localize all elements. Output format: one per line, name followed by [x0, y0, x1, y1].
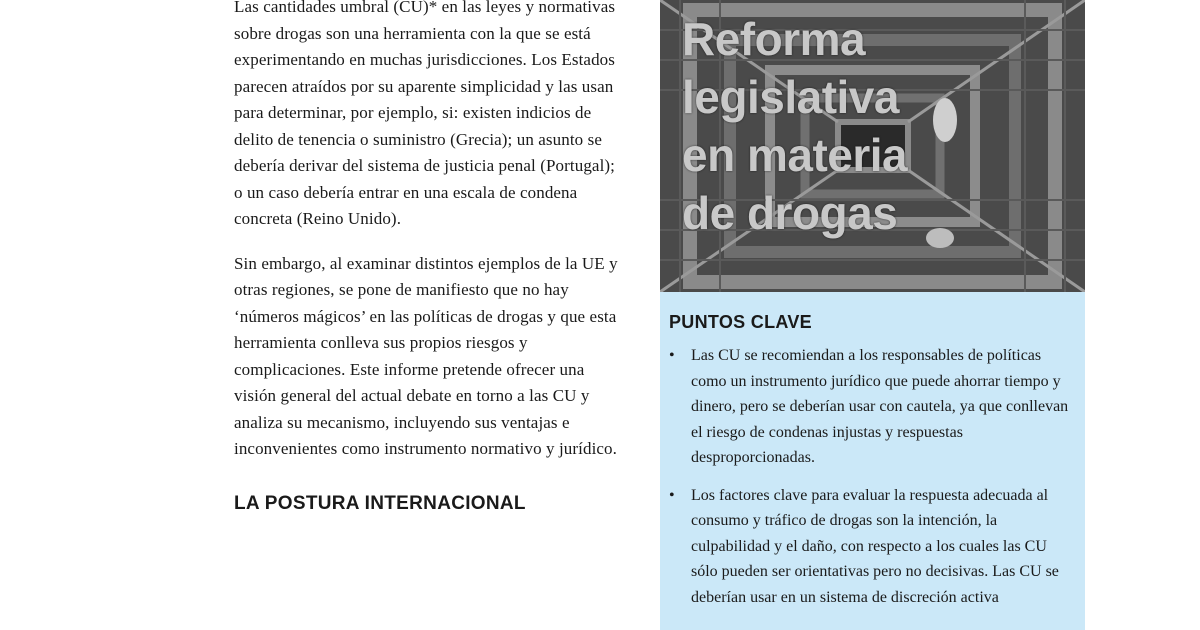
key-point-text: Las CU se recomiendan a los responsables de políticas como un instrumento jurídico que puede ahorrar tiempo y dinero, pero se deberían usar con cautela, ya que conllevan el riesgo de condenas injustas y respuestas desproporcionadas.: [691, 347, 1069, 466]
key-point-text: Los factores clave para evaluar la respuesta adecuada al consumo y tráfico de drogas son la intención, la culpabilidad y el daño, con respecto a los cuales las CU sólo pueden ser orientativas pero no decisivas. Las CU se deberían usar en un sistema de discreción activa: [691, 486, 1059, 606]
cover-title-line: legislativa: [682, 71, 899, 123]
section-heading: LA POSTURA INTERNACIONAL: [234, 492, 526, 514]
bullet-icon: •: [669, 486, 675, 504]
key-point-item: [669, 483, 1073, 611]
cover-title-line: Reforma: [682, 13, 866, 65]
cover-photo-panel: [660, 0, 1085, 292]
cover-title: [682, 10, 907, 242]
key-points-heading: PUNTOS CLAVE: [669, 312, 812, 332]
article-body: [234, 0, 624, 515]
key-points-box: [660, 292, 1085, 630]
bullet-icon: •: [669, 347, 675, 364]
cover-title-line: en materia: [682, 129, 908, 181]
key-point-item: [669, 343, 1073, 471]
second-paragraph: Sin embargo, al examinar distintos ejemplos de la UE y otras regiones, se pone de manifiesto que no hay ‘números mágicos’ en las políticas de drogas y que esta herramienta conlleva sus propios riesgos y complicaciones. Este informe pretende ofrecer una visión general del actual debate en torno a las CU y analiza su mecanismo, incluyendo sus ventajas e inconvenientes como instrumento normativo y jurídico.: [234, 253, 618, 458]
cover-title-line: de drogas: [682, 187, 898, 239]
intro-paragraph: Las cantidades umbral (CU)* en las leyes y normativas sobre drogas son una herramienta con la que se está experimentando en muchas jurisdicciones. Los Estados parecen atraídos por su aparente simplicidad y las usan para determinar, por ejemplo, si: existen indicios de delito de tenencia o suministro (Grecia); un asunto se debería derivar del sistema de justicia penal (Portugal); o un caso debería entrar en una escala de condena concreta (Reino Unido).: [234, 0, 616, 228]
